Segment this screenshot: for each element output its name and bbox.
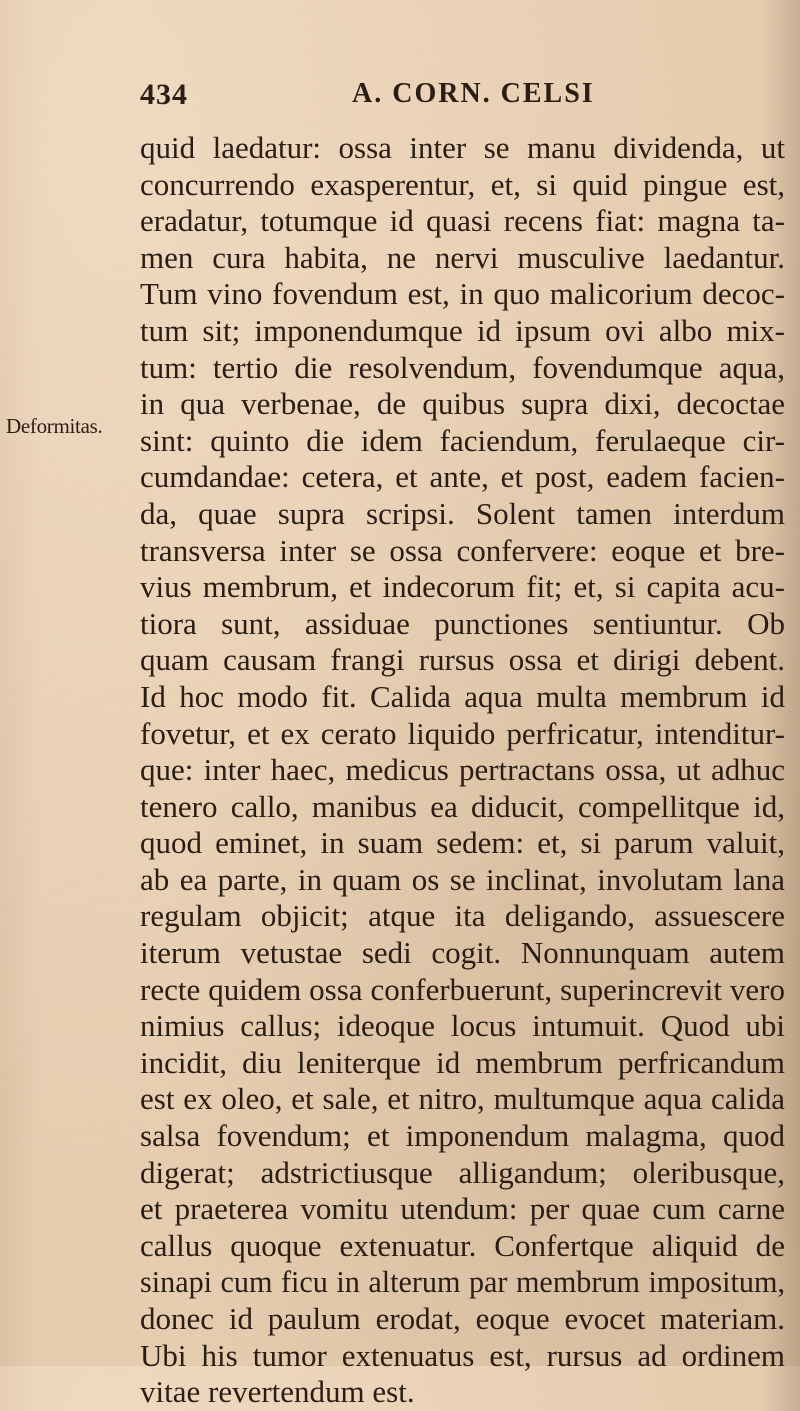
text-line: tum: tertio die resolvendum, fovendumque aqua, <box>140 349 785 385</box>
text-line: cumdandae: cetera, et ante, et post, eadem facien- <box>140 459 785 495</box>
running-head <box>140 78 660 118</box>
text-line: vitae revertendum est. <box>140 1374 415 1410</box>
text-line: quod eminet, in suam sedem: et, si parum valuit, <box>140 825 785 861</box>
text-line: Ubi his tumor extenuatus est, rursus ad ordinem <box>140 1337 785 1373</box>
text-line: iterum vetustae sedi cogit. Nonnunquam autem <box>140 935 785 971</box>
margin-note: Deformitas. <box>6 414 103 438</box>
text-line: men cura habita, ne nervi musculive laedantur. <box>140 239 785 275</box>
text-line: est ex oleo, et sale, et nitro, multumque aqua calida <box>140 1081 785 1117</box>
text-line: callus quoque extenuatur. Confertque aliquid de <box>140 1227 785 1263</box>
text-line: tenero callo, manibus ea diducit, compellitque id, <box>140 788 785 824</box>
text-line: sint: quinto die idem faciendum, ferulaeque cir- <box>140 422 785 458</box>
text-line: quam causam frangi rursus ossa et dirigi debent. <box>140 642 785 678</box>
text-line: tum sit; imponendumque id ipsum ovi albo mix- <box>140 312 785 348</box>
text-line: nimius callus; ideoque locus intumuit. Quod ubi <box>140 1008 785 1044</box>
body-text <box>140 130 785 1411</box>
text-line: Tum vino fovendum est, in quo malicorium decoc- <box>140 276 785 312</box>
text-line: donec id paulum erodat, eoque evocet materiam. <box>140 1301 785 1336</box>
text-line: concurrendo exasperentur, et, si quid pingue est, <box>140 166 785 202</box>
text-line: fovetur, et ex cerato liquido perfricatur, intenditur- <box>140 715 785 751</box>
text-line: transversa inter se ossa confervere: eoque et bre- <box>140 532 785 568</box>
running-title: A. CORN. CELSI <box>352 78 595 109</box>
text-line: recte quidem ossa conferbuerunt, superincrevit vero <box>140 971 785 1007</box>
text-line: regulam objicit; atque ita deligando, assuescere <box>140 898 785 934</box>
page-number: 434 <box>140 78 188 111</box>
text-line: et praeterea vomitu utendum: per quae cum carne <box>140 1191 785 1227</box>
text-line: salsa fovendum; et imponendum malagma, quod <box>140 1118 785 1154</box>
text-line: vius membrum, et indecorum fit; et, si capita acu- <box>140 569 785 605</box>
text-line: tiora sunt, assiduae punctiones sentiuntur. Ob <box>140 605 785 641</box>
text-line: incidit, diu leniterque id membrum perfricandum <box>140 1044 785 1080</box>
text-line: da, quae supra scripsi. Solent tamen interdum <box>140 495 785 531</box>
text-line: ab ea parte, in quam os se inclinat, involutam lana <box>140 861 785 897</box>
text-line: Id hoc modo fit. Calida aqua multa membrum id <box>140 678 785 714</box>
text-line: que: inter haec, medicus pertractans ossa, ut adhuc <box>140 752 785 788</box>
text-line: sinapi cum ficu in alterum par membrum impositum, <box>140 1265 785 1300</box>
text-line: eradatur, totumque id quasi recens fiat: magna ta- <box>140 203 785 239</box>
text-line: quid laedatur: ossa inter se manu dividenda, ut <box>140 130 785 165</box>
text-line: digerat; adstrictiusque alligandum; oleribusque, <box>140 1154 785 1190</box>
text-line: in qua verbenae, de quibus supra dixi, decoctae <box>140 386 785 422</box>
